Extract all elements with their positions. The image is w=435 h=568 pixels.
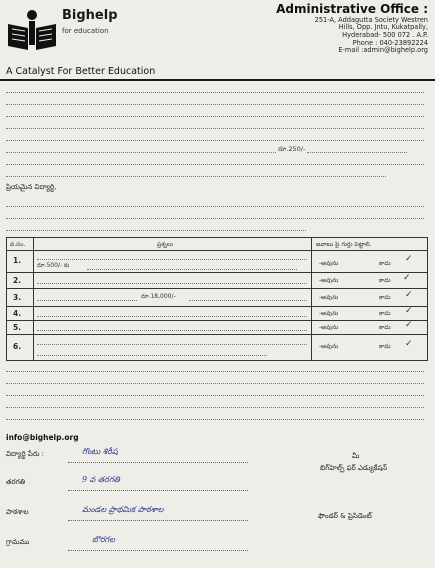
answer-no: కాదు [379,310,391,317]
office-line: Hyderabad- 500 072 . A.P. [342,30,428,39]
table-header-number: వ.సం. [10,241,26,248]
school-label: పాఠశాల [6,508,29,516]
table-row: 4. -అవును కాదు ✓ [7,306,427,321]
amount-250: రూ.250/- [278,145,306,153]
student-name-value: గొంటు శిరీష [82,447,118,456]
office-line: Hills, Opp. Jntu, Kukatpally, [338,23,428,32]
founder-label: ఫౌండర్ & ప్రెసిడెంట్ [318,512,372,520]
office-line: E-mail :admin@bighelp.org [338,46,428,55]
answer-yes: -అవును [319,294,339,301]
tick-mark-icon: ✓ [405,290,413,300]
org-label: బిగ్‌హెల్ప్ ఫర్ ఎడ్యుకేషన్ [320,464,388,472]
table-row: 5. -అవును కాదు ✓ [7,320,427,335]
answer-yes: -అవును [319,310,339,317]
tick-mark-icon: ✓ [405,306,413,316]
signoff-label: మీ [352,452,360,460]
office-line: Phone : 040-23892224 [352,38,428,47]
table-row: 3. రూ.18,000/- -అవును కాదు ✓ [7,288,427,307]
tick-mark-icon: ✓ [405,254,413,264]
school-line [68,519,248,521]
table-row: 1. రూ.500/- కు -అవును కాదు ✓ [7,250,427,273]
answer-yes: -అవును [319,343,339,350]
school-value: మండల ప్రాథమిక పాఠశాల [82,505,164,514]
table-row: 2. -అవును కాదు ✓ [7,272,427,289]
brand-name: Bighelp [62,8,118,23]
bighelp-logo-icon [6,6,58,52]
tick-mark-icon: ✓ [405,339,413,349]
office-address [214,3,428,55]
student-name-line [68,461,248,463]
table-row: 6. -అవును కాదు ✓ [7,334,427,361]
answer-no: కాదు [379,277,391,284]
answer-no: కాదు [379,294,391,301]
tick-mark-icon: ✓ [405,320,413,330]
answer-yes: -అవును [319,324,339,331]
header-divider [0,79,435,81]
answer-no: కాదు [379,324,391,331]
brand-subtitle: for education [62,27,109,35]
class-label: తరగతి [6,478,26,486]
village-label: గ్రామము [6,538,30,546]
answer-yes: -అవును [319,277,339,284]
office-line: 251-A, Addagutta Society Westren [314,15,428,24]
class-value: 9 వ తరగతి [82,475,120,484]
village-line [68,549,248,551]
answer-no: కాదు [379,260,391,267]
answer-yes: -అవును [319,260,339,267]
student-name-label: విద్యార్థి పేరు : [6,450,44,458]
tick-mark-icon: ✓ [403,273,411,283]
class-line [68,489,248,491]
tagline: A Catalyst For Better Education [6,66,156,77]
village-value: బొరగల [92,535,115,544]
questions-table [6,237,428,361]
answer-no: కాదు [379,343,391,350]
office-title: Administrative Office : [276,2,428,16]
table-header-answers: జవాబు పై గుర్తు పెట్టాలి. [316,241,372,248]
table-header-questions: ప్రశ్నలు [157,241,173,248]
contact-email: info@bighelp.org [6,433,79,442]
salutation: ప్రియమైన విద్యార్థి, [6,183,57,191]
